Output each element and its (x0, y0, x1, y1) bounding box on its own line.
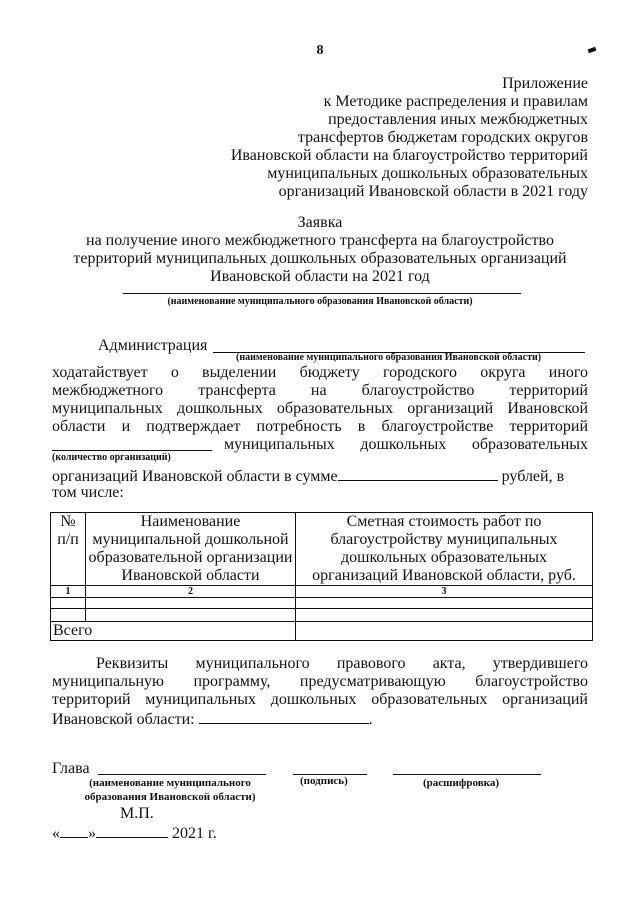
table-cell[interactable] (51, 598, 86, 609)
sum-field[interactable] (338, 466, 498, 481)
title-line: Ивановской области на 2021 год (210, 268, 430, 285)
date-month-field[interactable] (96, 823, 168, 838)
title-line: территорий муниципальных дошкольных образовательных организаций (73, 250, 567, 267)
table-cell[interactable] (296, 609, 593, 622)
body-line: муниципальных дошкольных образовательных (224, 436, 588, 453)
admin-label: Администрация (98, 337, 208, 354)
requisites-line: Реквизиты муниципального правового акта, утвердившего (96, 655, 588, 672)
requisites-line: территорий муниципальных дошкольных образовательных организаций (52, 691, 588, 708)
appendix-line: Приложение (502, 75, 588, 92)
table-cell[interactable] (86, 598, 296, 609)
decode-field[interactable] (393, 774, 541, 775)
decode-caption: (расшифровка) (423, 777, 500, 789)
organizations-table (50, 512, 593, 641)
body-line: муниципальных дошкольных образовательных организаций Ивановской (52, 400, 588, 417)
table-cell[interactable] (86, 609, 296, 622)
appendix-line: организаций Ивановской области в 2021 году (278, 183, 588, 200)
count-caption: (количество организаций) (52, 452, 171, 463)
head-name-caption: (наименование муниципального образования Ивановской области) (84, 777, 256, 803)
column-number-row (51, 586, 593, 598)
quote-open: « (52, 825, 60, 842)
appendix-line: муниципальных дошкольных образовательных (267, 165, 588, 182)
sum-label: организаций Ивановской области в сумме (52, 468, 338, 485)
head-label: Глава (52, 760, 90, 777)
org-count-field[interactable] (52, 450, 212, 451)
admin-caption: (наименование муниципального образования Ивановской области) (236, 352, 542, 363)
appendix-line: предоставления иных межбюджетных (328, 111, 588, 128)
quote-close: » (88, 825, 96, 842)
requisites-line: Ивановской области: . (52, 711, 373, 728)
head-name-field[interactable] (98, 774, 266, 775)
table-cell[interactable] (51, 609, 86, 622)
title-line: на получение иного межбюджетного трансферта на благоустройство (86, 232, 554, 249)
sum-unit: рублей, в (501, 468, 565, 485)
requisites-line: муниципальную программу, предусматривающую благоустройство (52, 673, 588, 690)
appendix-line: трансфертов бюджетам городских округов (297, 129, 588, 146)
requisites-field[interactable] (199, 709, 369, 724)
col-number: 2 (86, 586, 296, 598)
body-line: межбюджетного трансферта на благоустройство территорий (52, 382, 588, 399)
appendix-line: Ивановской области на благоустройство территорий (230, 147, 588, 164)
table-row (51, 598, 593, 609)
col-number: 3 (296, 586, 593, 598)
total-cell[interactable] (296, 622, 593, 641)
total-label: Всего (51, 622, 296, 641)
stamp-label: М.П. (120, 805, 154, 822)
table-cell[interactable] (296, 598, 593, 609)
requisites-label: Ивановской области: (52, 711, 195, 728)
appendix-line: к Методике распределения и правилам (323, 93, 588, 110)
table-row (51, 609, 593, 622)
header-name: Наименование муниципальной дошкольной образовательной организации Ивановской области (86, 513, 296, 586)
municipality-caption: (наименование муниципального образования Ивановской области) (167, 296, 473, 307)
sign-caption: (подпись) (300, 775, 348, 787)
col-number: 1 (51, 586, 86, 598)
date-line (52, 823, 217, 843)
body-line: ходатайствует о выделении бюджету городского округа иного (52, 364, 588, 381)
table-header-row (51, 513, 593, 586)
sum-line (52, 466, 564, 486)
page-number: 8 (316, 43, 324, 58)
sum-line-2: том числе: (52, 484, 124, 501)
total-row (51, 622, 593, 641)
date-year: 2021 г. (172, 825, 217, 842)
date-day-field[interactable] (60, 823, 88, 838)
header-number: № п/п (51, 513, 86, 586)
body-line: области и подтверждает потребность в благоустройстве территорий (52, 418, 588, 435)
header-cost: Сметная стоимость работ по благоустройству муниципальных дошкольных образовательных организаций Ивановской области, руб. (296, 513, 593, 586)
title-line: Заявка (297, 214, 343, 231)
municipality-field[interactable] (123, 293, 521, 294)
